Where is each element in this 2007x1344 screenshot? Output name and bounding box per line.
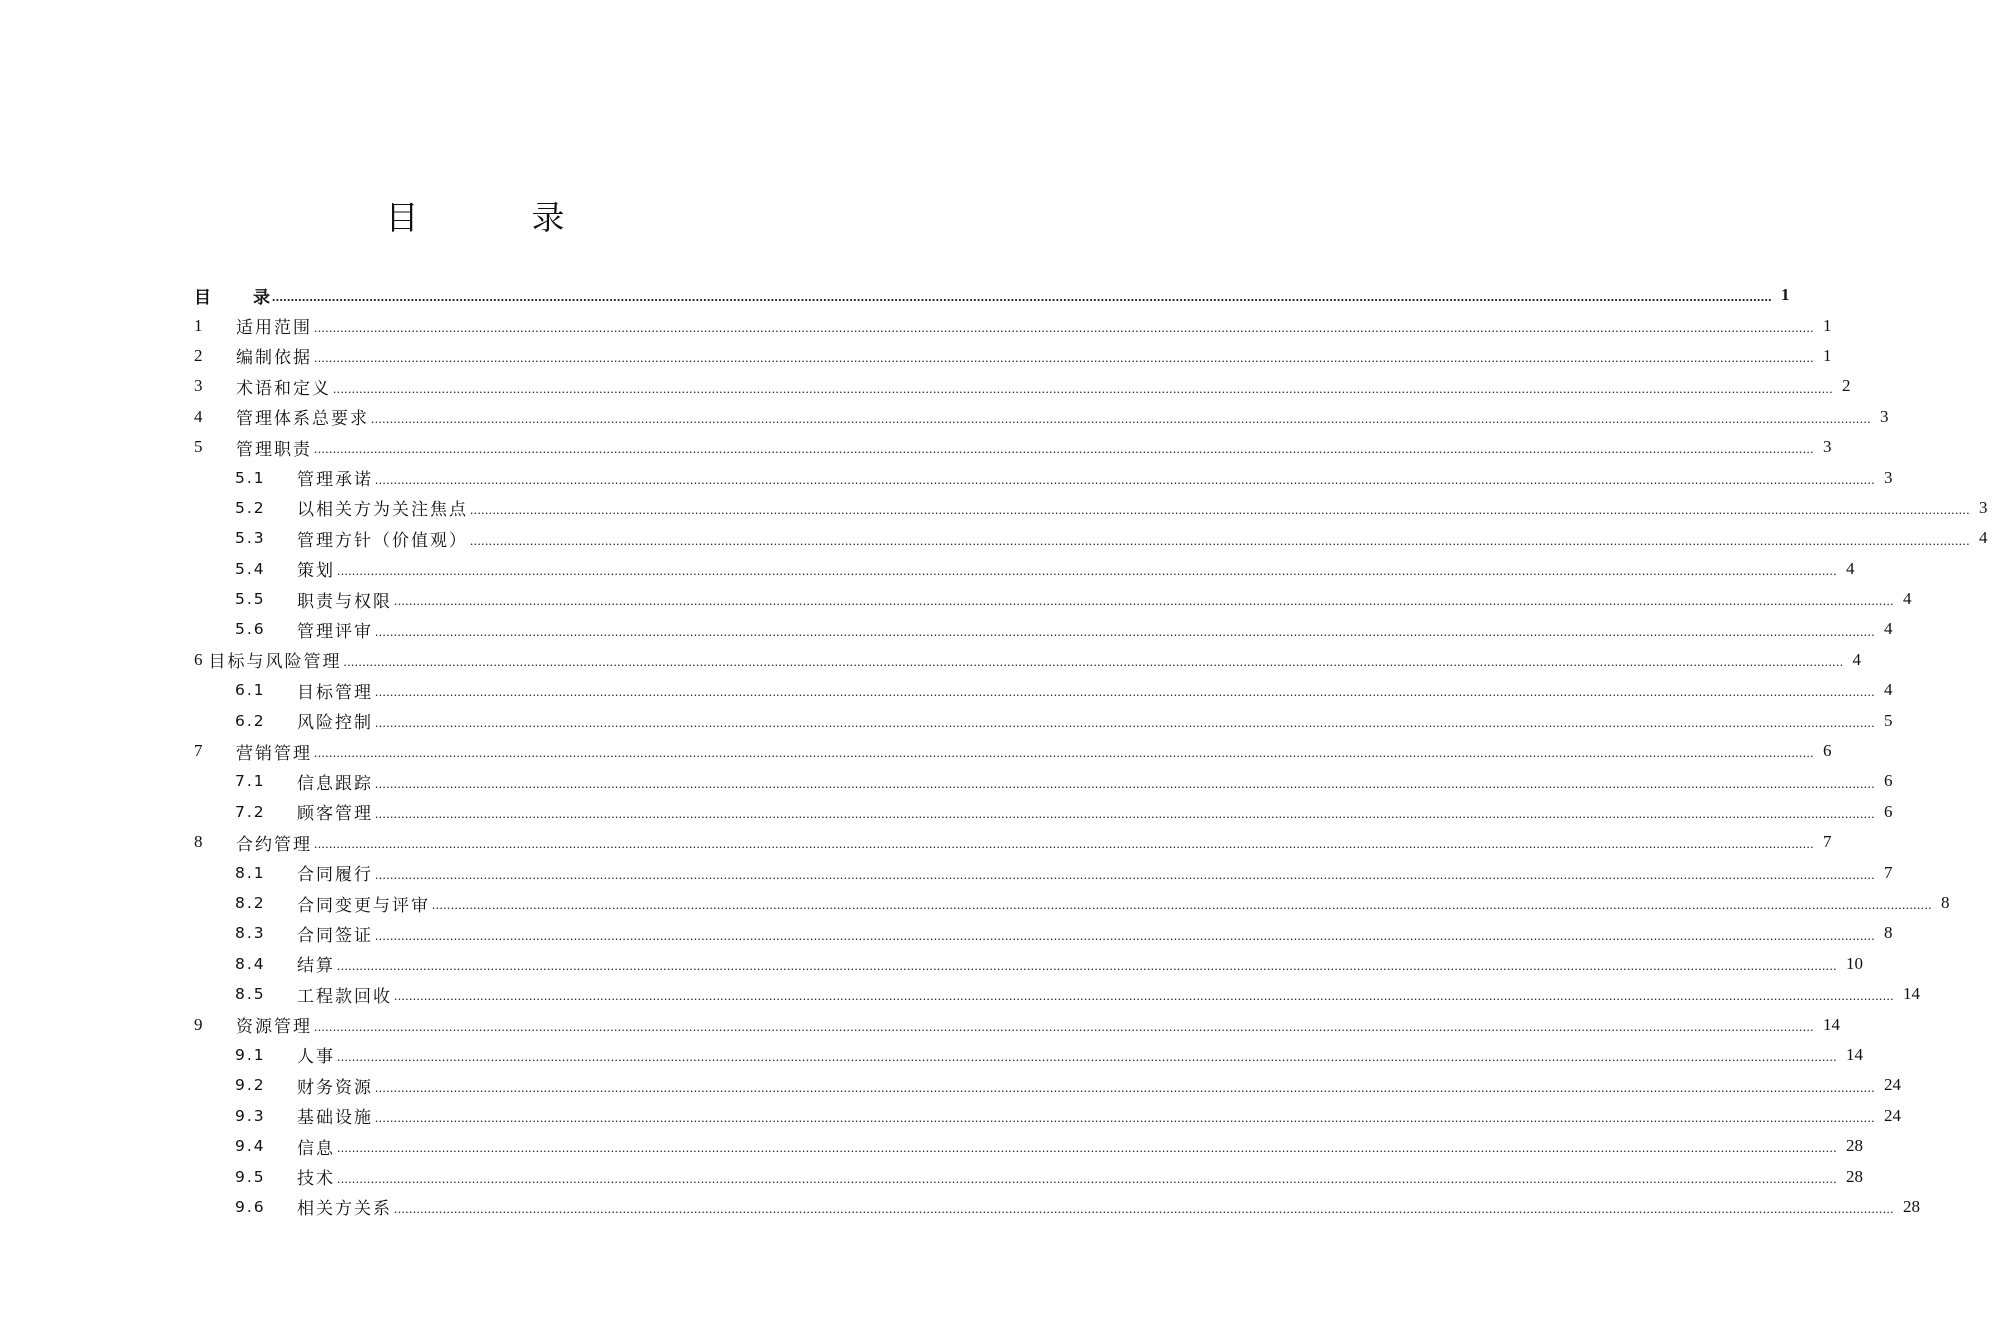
toc-entry-number: 8.5	[235, 985, 266, 1004]
dot-leader: ................................................................................................................................................................................................................................................................................................................................................................................................................	[314, 836, 1814, 852]
toc-entry[interactable]	[194, 736, 1832, 766]
toc-entry-label: 人事	[297, 1047, 335, 1068]
dot-leader: ................................................................................................................................................................................................................................................................................................................................................................................................................	[371, 410, 1871, 426]
toc-entry-page-number: 4	[1884, 680, 1893, 700]
toc-entry-label: 管理评审	[297, 621, 373, 642]
toc-entry-page-number: 14	[1846, 1044, 1863, 1064]
dot-leader: ................................................................................................................................................................................................................................................................................................................................................................................................................	[375, 684, 1875, 700]
toc-entry-number: 9	[194, 1014, 203, 1034]
page-title: 目 录	[385, 198, 605, 237]
dot-leader: ................................................................................................................................................................................................................................................................................................................................................................................................................	[337, 1049, 1837, 1065]
dot-leader: ................................................................................................................................................................................................................................................................................................................................................................................................................	[314, 441, 1814, 457]
toc-entry[interactable]	[194, 432, 1832, 462]
toc-entry-page-number: 4	[1846, 558, 1855, 578]
dot-leader: ................................................................................................................................................................................................................................................................................................................................................................................................................	[337, 957, 1837, 973]
toc-entry-number: 9.2	[235, 1076, 266, 1095]
toc-entry[interactable]	[194, 645, 1861, 675]
dot-leader: ................................................................................................................................................................................................................................................................................................................................................................................................................	[314, 319, 1814, 335]
toc-entry-number: 5	[194, 437, 203, 457]
toc-entry-number: 5.4	[235, 559, 266, 578]
toc-entry-number: 8.3	[235, 924, 266, 943]
dot-leader: ................................................................................................................................................................................................................................................................................................................................................................................................................	[337, 1170, 1837, 1186]
dot-leader: ................................................................................................................................................................................................................................................................................................................................................................................................................	[375, 471, 1875, 487]
toc-entry[interactable]	[194, 1040, 1863, 1070]
toc-entry-page-number: 1	[1823, 315, 1832, 335]
toc-entry-number: 8.4	[235, 954, 266, 973]
toc-entry-page-number: 24	[1884, 1075, 1901, 1095]
dot-leader: ................................................................................................................................................................................................................................................................................................................................................................................................................	[375, 1109, 1875, 1125]
dot-leader: ................................................................................................................................................................................................................................................................................................................................................................................................................	[470, 502, 1970, 518]
toc-entry-page-number: 28	[1846, 1136, 1863, 1156]
toc-entry[interactable]	[194, 675, 1893, 705]
toc-entry-label: 顾客管理	[297, 804, 373, 825]
toc-entry-page-number: 8	[1884, 923, 1893, 943]
toc-entry-label: 技术	[297, 1169, 335, 1190]
toc-entry-page-number: 24	[1884, 1105, 1901, 1125]
toc-entry[interactable]	[194, 1131, 1863, 1161]
dot-leader: ................................................................................................................................................................................................................................................................................................................................................................................................................	[394, 593, 1894, 609]
toc-entry[interactable]	[194, 402, 1889, 432]
dot-leader: ................................................................................................................................................................................................................................................................................................................................................................................................................	[314, 350, 1814, 366]
toc-entry-page-number: 6	[1884, 771, 1893, 791]
toc-entry-number: 8.1	[235, 863, 266, 882]
toc-entry-page-number: 7	[1823, 832, 1832, 852]
toc-entry-label: 合同签证	[297, 925, 373, 946]
dot-leader: ................................................................................................................................................................................................................................................................................................................................................................................................................	[394, 1201, 1894, 1217]
toc-entry-label-part: 录	[253, 287, 270, 308]
toc-entry-page-number: 28	[1903, 1196, 1920, 1216]
dot-leader: ................................................................................................................................................................................................................................................................................................................................................................................................................	[337, 1140, 1837, 1156]
toc-entry-label: 策划	[297, 561, 335, 582]
toc-entry-page-number: 4	[1979, 528, 1988, 548]
toc-entry[interactable]	[194, 1070, 1901, 1100]
toc-entry-label: 合约管理	[236, 834, 312, 855]
toc-entry[interactable]	[194, 1101, 1901, 1131]
dot-leader: ................................................................................................................................................................................................................................................................................................................................................................................................................	[375, 806, 1875, 822]
toc-entry-page-number: 6	[1823, 741, 1832, 761]
toc-entry[interactable]	[194, 523, 1988, 553]
dot-leader: ................................................................................................................................................................................................................................................................................................................................................................................................................	[432, 897, 1932, 913]
toc-entry[interactable]	[194, 949, 1863, 979]
dot-leader: ................................................................................................................................................................................................................................................................................................................................................................................................................	[343, 654, 1844, 670]
toc-entry-number: 6.2	[235, 711, 266, 730]
dot-leader: ................................................................................................................................................................................................................................................................................................................................................................................................................	[375, 1079, 1875, 1095]
toc-entry[interactable]	[194, 554, 1855, 584]
toc-entry[interactable]	[194, 310, 1832, 340]
toc-entry-number: 4	[194, 406, 203, 426]
toc-entry-page-number: 4	[1903, 589, 1912, 609]
toc-entry-number: 5.6	[235, 620, 266, 639]
dot-leader: ................................................................................................................................................................................................................................................................................................................................................................................................................	[314, 1018, 1814, 1034]
toc-entry-number: 9.5	[235, 1167, 266, 1186]
toc-entry-label: 管理体系总要求	[236, 409, 369, 430]
dot-leader: ................................................................................................................................................................................................................................................................................................................................................................................................................	[375, 775, 1875, 791]
toc-entry-page-number: 3	[1979, 497, 1988, 517]
toc-entry-label: 相关方关系	[297, 1199, 392, 1220]
toc-entry-number: 3	[194, 376, 203, 396]
toc-entry-number: 8	[194, 832, 203, 852]
toc-entry-page-number: 5	[1884, 710, 1893, 730]
toc-entry[interactable]	[194, 1161, 1863, 1191]
toc-entry[interactable]	[194, 614, 1893, 644]
dot-leader: ................................................................................................................................................................................................................................................................................................................................................................................................................	[272, 289, 1772, 305]
toc-entry-label: 合同履行	[297, 865, 373, 886]
dot-leader: ................................................................................................................................................................................................................................................................................................................................................................................................................	[314, 745, 1814, 761]
toc-entry-label-part: 目	[194, 287, 211, 308]
toc-entry-page-number: 28	[1846, 1166, 1863, 1186]
toc-entry[interactable]	[194, 341, 1832, 371]
toc-entry-number: 7	[194, 741, 203, 761]
toc-entry[interactable]	[194, 705, 1893, 735]
toc-entry-label: 结算	[297, 956, 335, 977]
toc-entry[interactable]	[194, 280, 1790, 310]
toc-entry-label: 适用范围	[236, 318, 312, 339]
dot-leader: ................................................................................................................................................................................................................................................................................................................................................................................................................	[333, 380, 1833, 396]
toc-entry-label: 职责与权限	[297, 591, 392, 612]
toc-entry-number: 5.5	[235, 590, 266, 609]
toc-entry-label: 管理方针（价值观）	[297, 530, 468, 551]
toc-entry-label: 管理职责	[236, 439, 312, 460]
toc-entry[interactable]	[194, 857, 1893, 887]
toc-entry[interactable]	[194, 827, 1832, 857]
toc-entry-label: 风险控制	[297, 713, 373, 734]
dot-leader: ................................................................................................................................................................................................................................................................................................................................................................................................................	[470, 532, 1970, 548]
toc-entry-page-number: 7	[1884, 862, 1893, 882]
toc-entry-page-number: 1	[1823, 345, 1832, 365]
toc-entry-number: 7.1	[235, 772, 266, 791]
toc-entry[interactable]	[194, 979, 1920, 1009]
toc-entry-label: 信息跟踪	[297, 773, 373, 794]
toc-entry-page-number: 3	[1880, 406, 1889, 426]
toc-entry-number: 8.2	[235, 894, 266, 912]
toc-entry-page-number: 1	[1781, 285, 1790, 305]
toc-entry-label: 编制依据	[236, 348, 312, 369]
toc-entry-number: 9.6	[235, 1197, 266, 1216]
toc-entry-label: 合同变更与评审	[297, 895, 430, 916]
toc-entry-page-number: 10	[1846, 953, 1863, 973]
toc-entry[interactable]	[194, 1009, 1840, 1039]
toc-entry-page-number: 2	[1842, 376, 1851, 396]
toc-entry-page-number: 8	[1941, 893, 1950, 912]
toc-entry-page-number: 6	[1884, 801, 1893, 821]
toc-entry[interactable]	[194, 888, 1950, 918]
dot-leader: ................................................................................................................................................................................................................................................................................................................................................................................................................	[375, 623, 1875, 639]
dot-leader: ................................................................................................................................................................................................................................................................................................................................................................................................................	[375, 927, 1875, 943]
toc-entry-label: 以相关方为关注焦点	[297, 500, 468, 521]
toc-entry[interactable]	[194, 584, 1912, 614]
toc-entry-number: 9.1	[235, 1045, 266, 1064]
toc-entry-page-number: 3	[1884, 467, 1893, 487]
toc-entry[interactable]	[194, 1192, 1920, 1222]
dot-leader: ................................................................................................................................................................................................................................................................................................................................................................................................................	[337, 562, 1837, 578]
toc-entry[interactable]	[194, 797, 1893, 827]
toc-entry-number: 9.4	[235, 1137, 266, 1156]
dot-leader: ................................................................................................................................................................................................................................................................................................................................................................................................................	[375, 714, 1875, 730]
toc-entry[interactable]	[194, 918, 1893, 948]
toc-entry-number: 1	[194, 315, 203, 335]
toc-entry-label	[194, 283, 270, 308]
toc-entry-page-number: 4	[1884, 619, 1893, 639]
toc-entry-label: 信息	[297, 1138, 335, 1159]
toc-entry-number: 9.3	[235, 1106, 266, 1125]
dot-leader: ................................................................................................................................................................................................................................................................................................................................................................................................................	[375, 866, 1875, 882]
toc-entry-number: 6	[194, 649, 203, 669]
toc-entry[interactable]	[194, 462, 1893, 492]
dot-leader: ................................................................................................................................................................................................................................................................................................................................................................................................................	[394, 988, 1894, 1004]
toc-entry-label: 资源管理	[236, 1017, 312, 1038]
toc-entry-number: 5.1	[235, 468, 266, 487]
toc-entry[interactable]	[194, 371, 1851, 401]
toc-entry-label: 管理承诺	[297, 470, 373, 491]
table-of-contents	[194, 280, 1988, 1222]
toc-entry-label: 营销管理	[236, 743, 312, 764]
toc-entry-number: 5.3	[235, 529, 266, 548]
toc-entry-label: 术语和定义	[236, 378, 331, 399]
toc-entry-page-number: 14	[1823, 1014, 1840, 1034]
toc-entry-label: 基础设施	[297, 1108, 373, 1129]
toc-entry-page-number: 4	[1852, 649, 1861, 669]
toc-entry-page-number: 3	[1823, 437, 1832, 457]
toc-entry-label: 财务资源	[297, 1077, 373, 1098]
toc-entry-number: 7.2	[235, 802, 266, 821]
toc-entry-number: 5.2	[235, 498, 266, 517]
toc-entry[interactable]	[194, 766, 1893, 796]
toc-entry-label: 工程款回收	[297, 986, 392, 1007]
toc-entry-label: 目标与风险管理	[208, 652, 342, 673]
toc-entry-label: 目标管理	[297, 682, 373, 703]
toc-entry[interactable]	[194, 493, 1988, 523]
toc-entry-number: 6.1	[235, 681, 266, 700]
toc-entry-page-number: 14	[1903, 984, 1920, 1004]
toc-entry-number: 2	[194, 345, 203, 365]
